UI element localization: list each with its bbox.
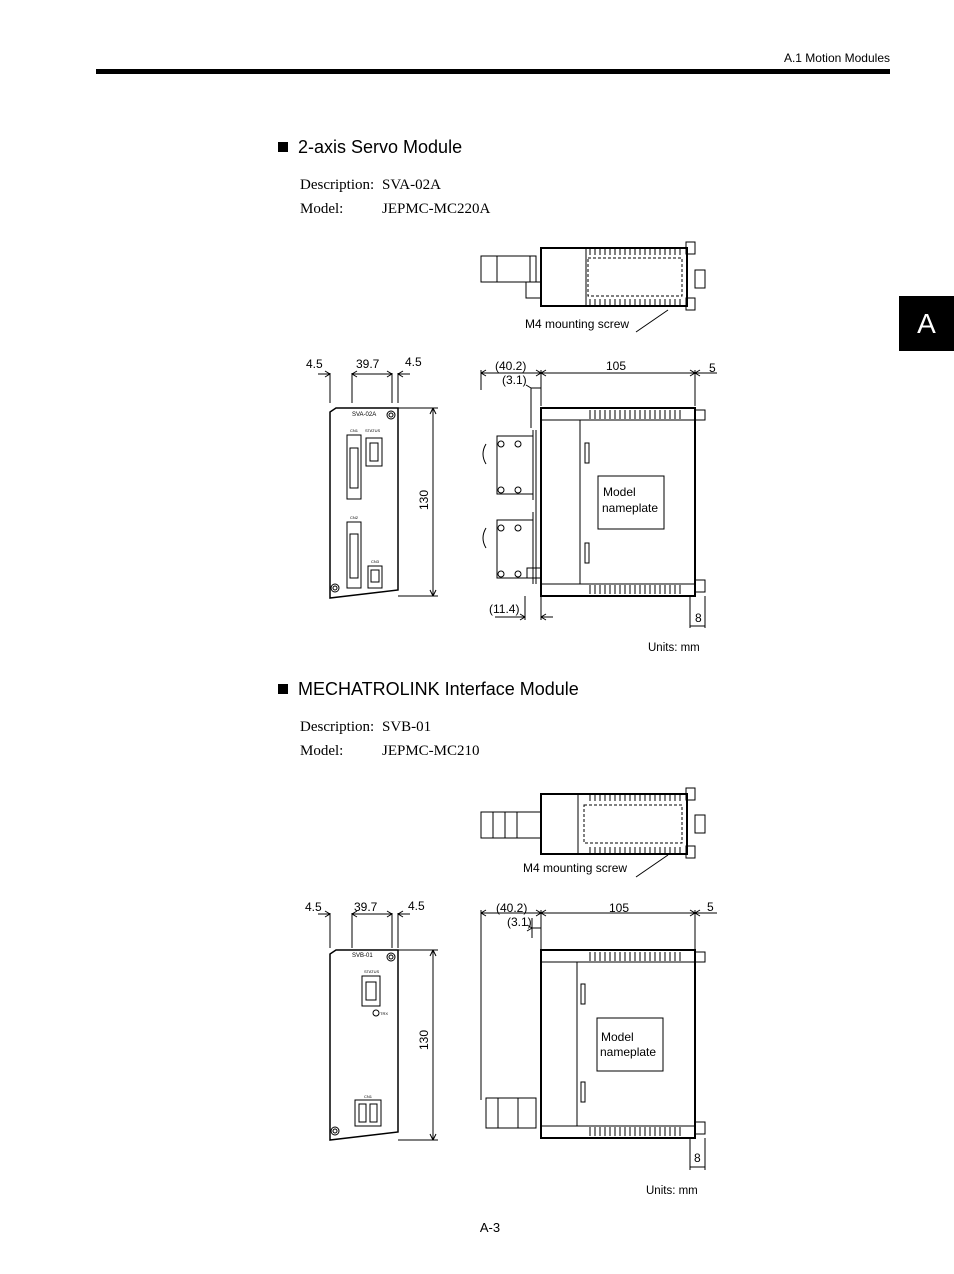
section-title-servo: 2-axis Servo Module xyxy=(278,137,462,158)
svb-front-view xyxy=(318,911,438,1140)
dim-small-servo: (3.1) xyxy=(502,373,527,387)
dim-tail-servo: 5 xyxy=(709,361,716,375)
description-line-servo: Description: SVA-02A xyxy=(300,177,441,193)
description-line-mechatrolink: Description: SVB-01 xyxy=(300,719,432,735)
page-number: A-3 xyxy=(479,1220,501,1235)
nameplate-line2-servo: nameplate xyxy=(602,501,659,515)
dim-width-servo: 39.7 xyxy=(356,357,380,371)
header-section-title: A.1 Motion Modules xyxy=(783,51,890,65)
svb-side-view xyxy=(481,910,717,1170)
front-cn1-svb: CN1 xyxy=(364,1094,373,1099)
dim-depth-svb: 105 xyxy=(609,901,630,915)
mounting-screw-label-servo: M4 mounting screw xyxy=(525,317,630,331)
front-status-servo: STATUS xyxy=(365,428,381,433)
units-svb: Units: mm xyxy=(646,1185,698,1197)
nameplate-line1-servo: Model xyxy=(603,485,636,499)
section-title-mechatrolink: MECHATROLINK Interface Module xyxy=(278,679,579,700)
front-cn1-servo: CN1 xyxy=(350,428,359,433)
dim-front-offset-servo: (40.2) xyxy=(495,359,527,373)
front-label-servo: SVA-02A xyxy=(352,412,377,418)
svb-top-vents xyxy=(590,795,680,853)
dim-tail-svb: 5 xyxy=(707,900,714,914)
units-servo: Units: mm xyxy=(648,642,700,654)
dim-depth-servo: 105 xyxy=(606,359,627,373)
front-cn2-servo: CN2 xyxy=(350,515,359,520)
svb-side-vents xyxy=(590,952,680,1136)
servo-top-vents xyxy=(590,249,680,305)
dim-left-servo: 4.5 xyxy=(306,357,323,371)
front-status-svb: STATUS xyxy=(364,969,380,974)
mounting-screw-label-svb: M4 mounting screw xyxy=(523,861,628,875)
nameplate-line1-svb: Model xyxy=(601,1030,634,1044)
model-line-servo: Model: JEPMC-MC220A xyxy=(300,201,491,217)
front-cn3-servo: CN3 xyxy=(371,559,380,564)
dim-right-servo: 4.5 xyxy=(405,355,422,369)
nameplate-line2-svb: nameplate xyxy=(600,1045,657,1059)
dim-bottom-offset-servo: (11.4) xyxy=(489,602,520,616)
dim-height-servo: 130 xyxy=(417,489,431,510)
dim-height-svb: 130 xyxy=(417,1029,431,1050)
chapter-tab: A xyxy=(899,296,954,351)
dim-bottom-tail-servo: 8 xyxy=(695,611,702,625)
model-line-mechatrolink: Model: JEPMC-MC210 xyxy=(300,743,480,759)
dim-small-svb: (3.1) xyxy=(507,915,532,929)
dim-width-svb: 39.7 xyxy=(354,900,378,914)
dim-right-svb: 4.5 xyxy=(408,899,425,913)
dim-bottom-tail-svb: 8 xyxy=(694,1151,701,1165)
front-trx-svb: TRX xyxy=(380,1011,388,1016)
square-bullet-icon xyxy=(278,684,288,694)
front-label-svb: SVB-01 xyxy=(352,953,373,959)
servo-side-view xyxy=(481,370,717,628)
dim-front-offset-svb: (40.2) xyxy=(496,901,528,915)
dim-left-svb: 4.5 xyxy=(305,900,322,914)
